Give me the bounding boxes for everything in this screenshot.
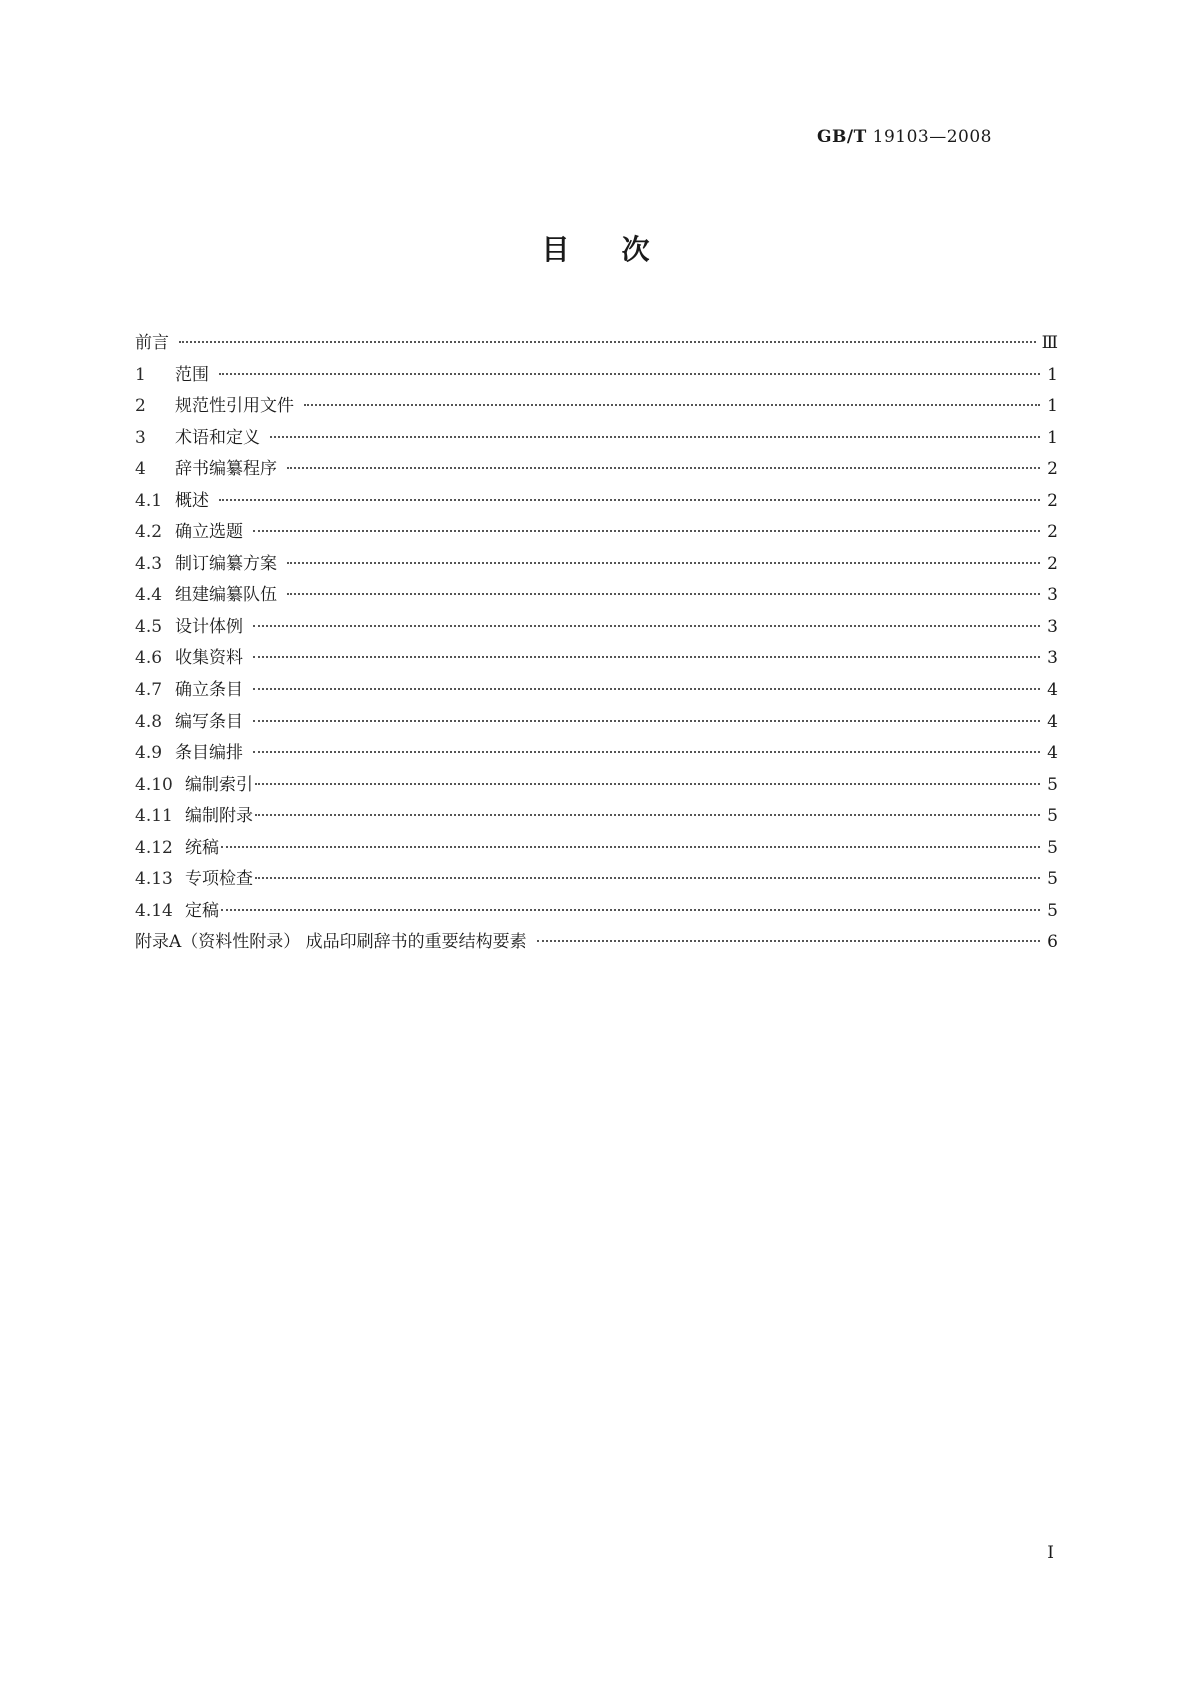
toc-entry-page: 5 <box>1047 837 1058 858</box>
toc-entry-number: 4.6 <box>135 648 163 669</box>
toc-entry-page: 6 <box>1047 932 1058 953</box>
toc-entry-title: 范围 <box>175 364 209 385</box>
toc-entry-page: 2 <box>1047 459 1058 480</box>
toc-entry <box>135 549 1058 581</box>
toc-entry-number: 4.7 <box>135 680 163 701</box>
toc-entry-title: 组建编纂队伍 <box>175 585 277 606</box>
toc-entry-number: 4.9 <box>135 743 163 764</box>
toc-entry-page: 1 <box>1047 427 1058 448</box>
toc-entry-title: 概述 <box>175 490 209 511</box>
toc-entry-number: 4.12 <box>135 837 173 858</box>
toc-entry-number: 4.13 <box>135 869 173 890</box>
toc-dot-leader <box>253 530 1040 532</box>
toc-entry-number: 3 <box>135 427 146 448</box>
toc-entry <box>135 643 1058 675</box>
toc-entry-title: 专项检查 <box>185 869 253 890</box>
toc-entry-page: 3 <box>1047 616 1058 637</box>
toc-dot-leader <box>255 877 1040 879</box>
toc-entry <box>135 707 1058 739</box>
toc-entry-title: 编制附录 <box>185 806 253 827</box>
toc-dot-leader <box>253 751 1040 753</box>
document-number <box>817 127 992 147</box>
toc-entry-title: 制订编纂方案 <box>175 553 277 574</box>
toc-entry-number: 2 <box>135 396 146 417</box>
toc-entry-page: 5 <box>1047 869 1058 890</box>
toc-entry-page: 2 <box>1047 553 1058 574</box>
toc-entry <box>135 675 1058 707</box>
toc-entry-title: 收集资料 <box>175 648 243 669</box>
toc-dot-leader <box>287 467 1040 469</box>
page-title: 目次 <box>541 233 702 266</box>
toc-dot-leader <box>221 909 1040 911</box>
toc-entry <box>135 864 1058 896</box>
toc-entry-number: 1 <box>135 364 146 385</box>
toc-entry-number: 4.2 <box>135 522 163 543</box>
toc-dot-leader <box>287 593 1040 595</box>
toc-entry <box>135 896 1058 928</box>
toc-entry-page: 5 <box>1047 774 1058 795</box>
toc-entry-number: 4.4 <box>135 585 163 606</box>
toc-entry <box>135 360 1058 392</box>
toc-entry-title: 术语和定义 <box>175 427 260 448</box>
toc-entry-title: 规范性引用文件 <box>175 396 294 417</box>
toc-entry-page: 1 <box>1047 364 1058 385</box>
toc-entry-number: 4.11 <box>135 806 173 827</box>
toc-entry-page: 2 <box>1047 522 1058 543</box>
toc-dot-leader <box>537 940 1040 942</box>
toc-entry <box>135 612 1058 644</box>
toc-dot-leader <box>253 656 1040 658</box>
toc-entry <box>135 423 1058 455</box>
toc-dot-leader <box>221 846 1040 848</box>
toc-entry-title: 编写条目 <box>175 711 243 732</box>
toc-dot-leader <box>253 625 1040 627</box>
toc-entry-number: 4.1 <box>135 490 163 511</box>
toc-entry-page: 5 <box>1047 806 1058 827</box>
toc-entry <box>135 770 1058 802</box>
toc-dot-leader <box>304 404 1040 406</box>
toc-entry <box>135 391 1058 423</box>
standard-prefix: GB/T <box>817 127 867 147</box>
table-of-contents <box>135 328 1058 959</box>
toc-entry-number: 4.8 <box>135 711 163 732</box>
toc-entry-number: 4.3 <box>135 553 163 574</box>
toc-dot-leader <box>255 783 1040 785</box>
toc-entry <box>135 738 1058 770</box>
toc-entry-title: 确立选题 <box>175 522 243 543</box>
toc-dot-leader <box>219 373 1040 375</box>
toc-entry-title: 定稿 <box>185 900 219 921</box>
toc-entry-number: 4.5 <box>135 616 163 637</box>
toc-entry-page: Ⅲ <box>1041 333 1058 353</box>
toc-dot-leader <box>287 562 1040 564</box>
toc-dot-leader <box>270 436 1040 438</box>
toc-dot-leader <box>253 688 1040 690</box>
toc-entry <box>135 801 1058 833</box>
toc-entry-page: 2 <box>1047 490 1058 511</box>
toc-entry-page: 4 <box>1047 711 1058 732</box>
toc-entry-title: 编制索引 <box>185 774 253 795</box>
toc-entry-title: 条目编排 <box>175 743 243 764</box>
toc-entry <box>135 833 1058 865</box>
toc-entry <box>135 454 1058 486</box>
toc-entry-title: 统稿 <box>185 837 219 858</box>
toc-entry-page: 3 <box>1047 648 1058 669</box>
toc-entry-title: 附录A（资料性附录） 成品印刷辞书的重要结构要素 <box>135 932 527 953</box>
page-number: I <box>1047 1543 1054 1563</box>
toc-entry <box>135 486 1058 518</box>
toc-entry <box>135 517 1058 549</box>
toc-entry-page: 1 <box>1047 396 1058 417</box>
toc-entry-title: 设计体例 <box>175 616 243 637</box>
standard-number: 19103—2008 <box>872 127 992 147</box>
toc-entry-page: 3 <box>1047 585 1058 606</box>
toc-entry-title: 辞书编纂程序 <box>175 459 277 480</box>
toc-entry-page: 4 <box>1047 680 1058 701</box>
toc-entry-number: 4 <box>135 459 146 480</box>
toc-entry-number: 4.10 <box>135 774 173 795</box>
toc-entry <box>135 328 1058 360</box>
toc-entry-page: 4 <box>1047 743 1058 764</box>
toc-dot-leader <box>179 341 1036 343</box>
toc-dot-leader <box>255 814 1040 816</box>
toc-entry-title: 确立条目 <box>175 680 243 701</box>
toc-entry-page: 5 <box>1047 900 1058 921</box>
toc-entry <box>135 927 1058 959</box>
toc-dot-leader <box>253 720 1040 722</box>
toc-entry <box>135 580 1058 612</box>
toc-dot-leader <box>219 499 1040 501</box>
toc-entry-title: 前言 <box>135 333 169 353</box>
toc-entry-number: 4.14 <box>135 900 173 921</box>
